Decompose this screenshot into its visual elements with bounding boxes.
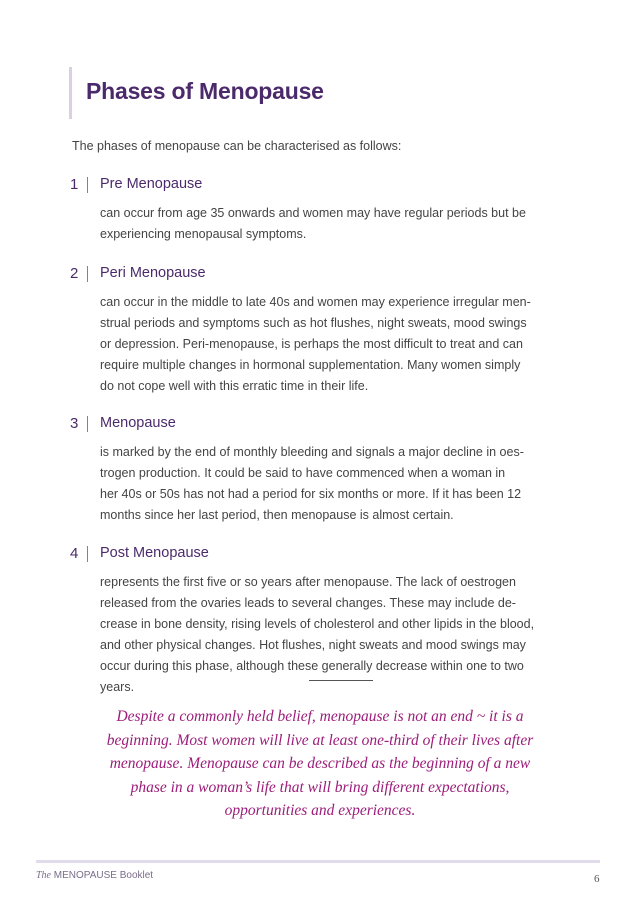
title-accent-bar — [69, 67, 72, 119]
phase-number: 3 — [70, 415, 79, 432]
phase-title: Pre Menopause — [100, 176, 203, 192]
description-line: or depression. Peri-menopause, is perhaps the most difficult to treat and can — [100, 337, 523, 351]
phase-separator — [87, 416, 88, 432]
footer-booklet-name: MENOPAUSE Booklet — [53, 870, 154, 881]
description-line: represents the first five or so years after menopause. The lack of oestrogen — [100, 575, 516, 589]
description-line: occur during this phase, although these generally decrease within one to two — [100, 659, 524, 673]
phase-title: Menopause — [100, 415, 176, 431]
footer-booklet-title — [36, 870, 153, 881]
description-line: can occur in the middle to late 40s and women may experience irregular men- — [100, 295, 531, 309]
description-line: trogen production. It could be said to have commenced when a woman in — [100, 466, 506, 480]
description-line: released from the ovaries leads to several changes. These may include de- — [100, 596, 516, 610]
description-line: strual periods and symptoms such as hot flushes, night sweats, mood swings — [100, 316, 527, 330]
description-line: do not cope well with this erratic time in their life. — [100, 379, 369, 393]
phase-separator — [87, 546, 88, 562]
phase-separator — [87, 177, 88, 193]
intro-text: The phases of menopause can be characterised as follows: — [72, 139, 402, 153]
phase-number: 2 — [70, 265, 79, 282]
quote-line: phase in a woman’s life that will bring different expectations, — [130, 778, 510, 796]
description-line: require multiple changes in hormonal supplementation. Many women simply — [100, 358, 521, 372]
description-line: is marked by the end of monthly bleeding and signals a major decline in oes- — [100, 445, 524, 459]
page-number: 6 — [594, 873, 600, 885]
description-line: her 40s or 50s has not had a period for six months or more. If it has been 12 — [100, 487, 522, 501]
pull-quote — [70, 705, 570, 823]
quote-divider — [309, 680, 373, 681]
description-line: can occur from age 35 onwards and women may have regular periods but be — [100, 206, 526, 220]
description-line: months since her last period, then menopause is almost certain. — [100, 508, 454, 522]
quote-line: beginning. Most women will live at least one-third of their lives after — [106, 731, 534, 749]
footer-rule — [36, 860, 600, 863]
quote-line: menopause. Menopause can be described as the beginning of a new — [109, 755, 531, 772]
phase-separator — [87, 266, 88, 282]
phase-description — [100, 442, 595, 526]
page-title: Phases of Menopause — [86, 78, 324, 104]
quote-line: Despite a commonly held belief, menopause is not an end ~ it is a — [116, 708, 524, 725]
description-line: experiencing menopausal symptoms. — [100, 227, 307, 241]
quote-line: opportunities and experiences. — [224, 802, 416, 819]
phase-number: 1 — [70, 176, 79, 193]
description-line: and other physical changes. Hot flushes, night sweats and mood swings may — [100, 638, 526, 652]
phase-description — [100, 292, 595, 397]
description-line: years. — [100, 680, 135, 694]
phase-title: Peri Menopause — [100, 265, 206, 281]
phase-title: Post Menopause — [100, 545, 209, 561]
phase-number: 4 — [70, 545, 79, 562]
footer-the: The — [36, 870, 51, 881]
description-line: crease in bone density, rising levels of cholesterol and other lipids in the blood, — [100, 617, 535, 631]
phase-description — [100, 203, 595, 245]
